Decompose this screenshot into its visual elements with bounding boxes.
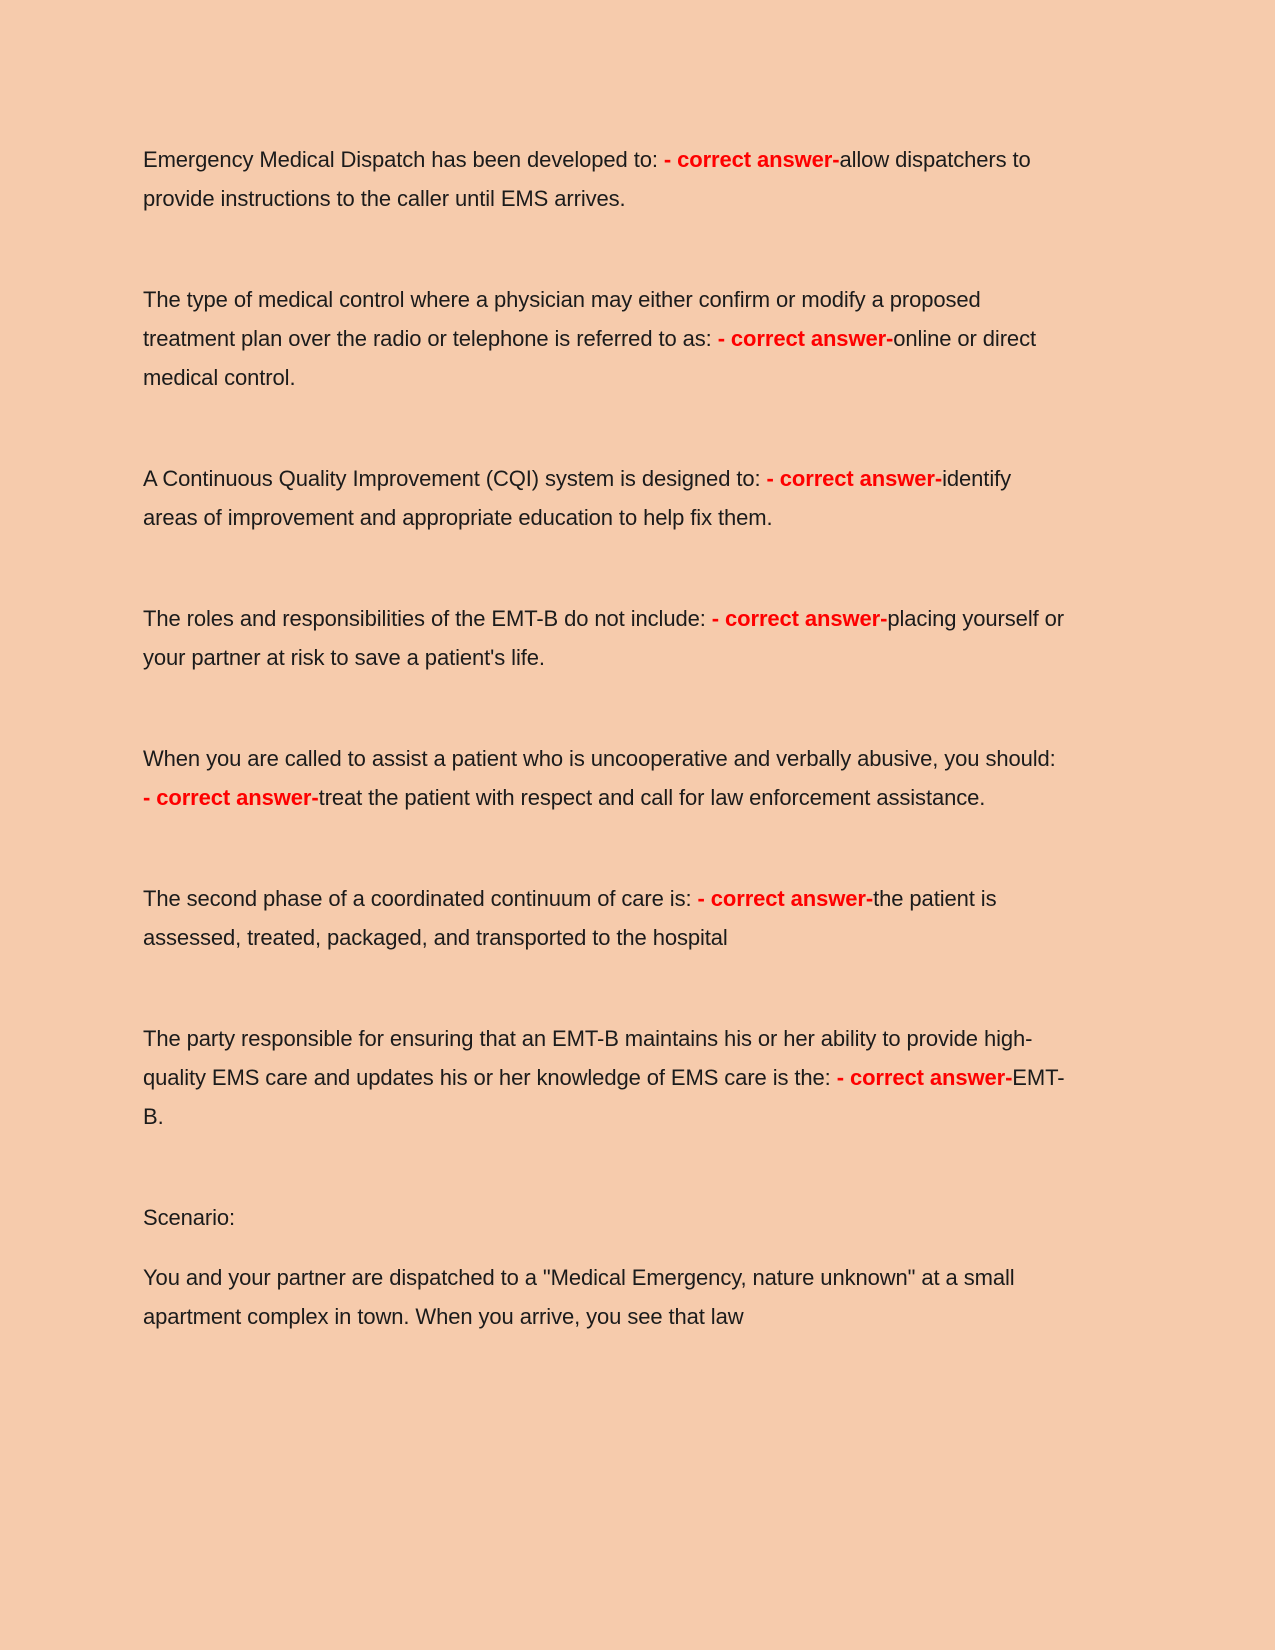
qa-paragraph	[143, 739, 1065, 817]
question-text: The type of medical control where a physician may either confirm or modify a proposed treatment plan over the radio or telephone is referred to as:	[143, 287, 981, 351]
correct-answer-marker: - correct answer-	[766, 466, 943, 491]
qa-paragraph	[143, 599, 1065, 677]
question-text: The party responsible for ensuring that an EMT-B maintains his or her ability to provide high-quality EMS care and updates his or her knowledge of EMS care is the:	[143, 1026, 1033, 1090]
answer-text: treat the patient with respect and call for law enforcement assistance.	[318, 785, 986, 810]
qa-paragraph	[143, 140, 1065, 218]
answer-text: identify areas of improvement and appropriate education to help fix them.	[143, 466, 1012, 530]
answer-text: placing yourself or your partner at risk to save a patient's life.	[143, 606, 1064, 670]
question-text: Emergency Medical Dispatch has been developed to:	[143, 147, 664, 172]
qa-paragraph	[143, 280, 1065, 397]
scenario-paragraph: You and your partner are dispatched to a "Medical Emergency, nature unknown" at a small apartment complex in town. When you arrive, you see that law	[143, 1265, 1015, 1329]
scenario-label: Scenario:	[143, 1205, 236, 1230]
answer-text: online or direct medical control.	[143, 326, 1036, 390]
qa-paragraph	[143, 1019, 1065, 1136]
correct-answer-marker: - correct answer-	[836, 1065, 1013, 1090]
answer-text: EMT-B.	[143, 1065, 1065, 1129]
question-text: The roles and responsibilities of the EMT-B do not include:	[143, 606, 712, 631]
question-text: A Continuous Quality Improvement (CQI) system is designed to:	[143, 466, 767, 491]
correct-answer-marker: - correct answer-	[143, 785, 319, 810]
correct-answer-marker: - correct answer-	[697, 886, 874, 911]
correct-answer-marker: - correct answer-	[711, 606, 888, 631]
question-text: When you are called to assist a patient who is uncooperative and verbally abusive, you should:	[143, 746, 1056, 771]
answer-text: the patient is assessed, treated, packaged, and transported to the hospital	[143, 886, 997, 950]
question-text: The second phase of a coordinated continuum of care is:	[143, 886, 698, 911]
qa-paragraph	[143, 879, 1065, 957]
qa-paragraph	[143, 459, 1065, 537]
correct-answer-marker: - correct answer-	[663, 147, 840, 172]
correct-answer-marker: - correct answer-	[717, 326, 894, 351]
answer-text: allow dispatchers to provide instructions to the caller until EMS arrives.	[143, 147, 1031, 211]
